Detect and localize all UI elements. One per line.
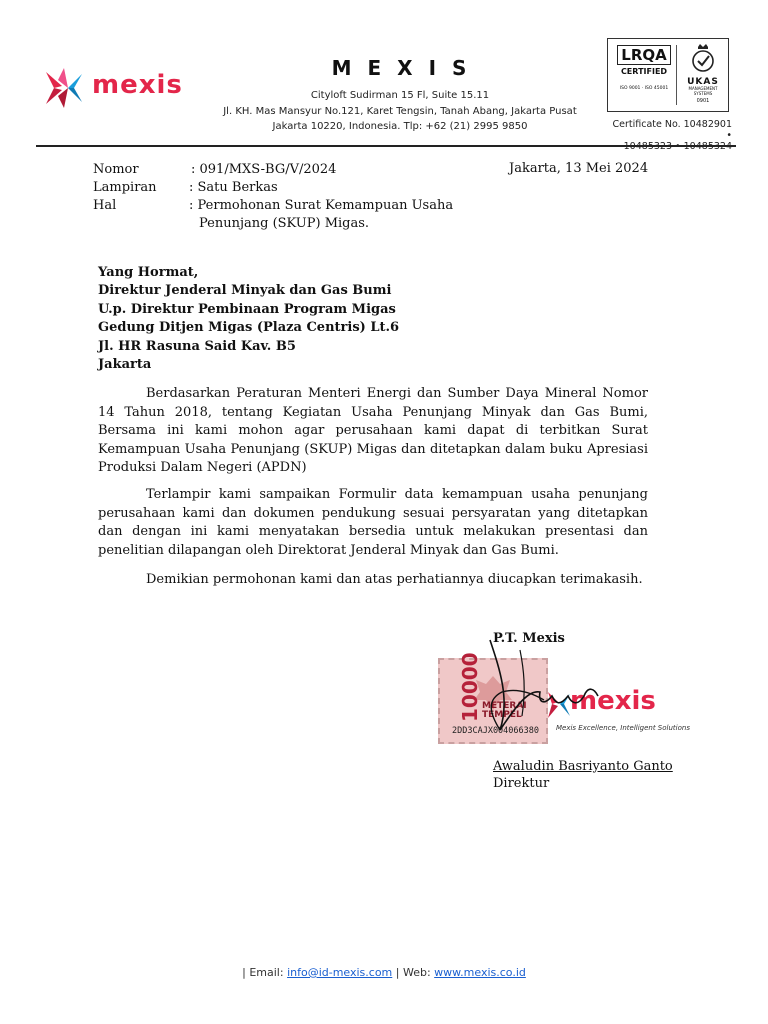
hal-label: Hal xyxy=(93,198,117,213)
footer-web-link[interactable]: www.mexis.co.id xyxy=(434,966,526,979)
company-header xyxy=(210,56,590,135)
address-line-3: Jakarta 10220, Indonesia. Tlp: +62 (21) 2995 9850 xyxy=(272,121,528,132)
nomor-label: Nomor xyxy=(93,162,139,177)
handwritten-signature xyxy=(460,630,620,750)
footer-middle: | Web: xyxy=(392,966,435,979)
signature-company: P.T. Mexis xyxy=(493,631,565,646)
mexis-logo-icon xyxy=(44,66,84,110)
cert-line-1: Certificate No. 10482901 • xyxy=(612,119,732,141)
lampiran-label: Lampiran xyxy=(93,180,157,195)
seal-wordmark: mexis xyxy=(570,686,656,716)
body-paragraph-3: Demikian permohonan kami dan atas perhatiannya diucapkan terimakasih. xyxy=(146,572,643,587)
ukas-number: 0901 xyxy=(696,98,710,104)
body-paragraph-1: Berdasarkan Peraturan Menteri Energi dan Sumber Daya Mineral Nomor 14 Tahun 2018, tentang Kegiatan Usaha Penunjang Minyak dan Gas Bumi, Bersama ini kami mohon agar perusahaan kami dapat di terbitkan Surat Kemampuan Usaha Penunjang (SKUP) Migas dan ditetapkan dalam buku Apresiasi Produksi Dalam Negeri (APDN) xyxy=(98,386,648,476)
addressee-line-2: Direktur Jenderal Minyak dan Gas Bumi xyxy=(98,283,392,299)
hal-value: : Permohonan Surat Kemampuan Usaha xyxy=(189,198,454,213)
stamp-value: 10000 xyxy=(458,652,482,722)
certification-badge xyxy=(607,38,729,112)
letter-date: Jakarta, 13 Mei 2024 xyxy=(509,161,649,176)
company-logo xyxy=(44,66,183,110)
stamp-code: 2DD3CAJX004066380 xyxy=(452,726,539,736)
ukas-mark xyxy=(680,43,726,104)
body-paragraph-2: Terlampir kami sampaikan Formulir data kemampuan usaha penunjang perusahaan kami dan dokumen pendukung sesuai persyaratan yang ditetapkan dan dengan ini kami menyatakan bersedia untuk melakukan presentasi dan penelitian dilapangan oleh Direktorat Jenderal Minyak dan Gas Bumi. xyxy=(98,487,648,558)
lrqa-certified: CERTIFIED xyxy=(620,67,668,76)
footer-email-link[interactable]: info@id-mexis.com xyxy=(287,966,393,979)
lampiran-value: : Satu Berkas xyxy=(189,180,278,195)
cert-divider xyxy=(676,45,677,105)
seal-tagline: Mexis Excellence, Intelligent Solutions xyxy=(556,724,690,732)
address-line-2: Jl. KH. Mas Mansyur No.121, Karet Tengsin, Tanah Abang, Jakarta Pusat xyxy=(223,105,577,117)
lrqa-iso: ISO 9001 · ISO 45001 xyxy=(619,86,669,91)
address-line-1: Cityloft Sudirman 15 Fl, Suite 15.11 xyxy=(310,90,490,101)
footer-prefix: | Email: xyxy=(242,966,288,979)
certificate-numbers xyxy=(606,119,732,152)
addressee-block xyxy=(98,264,399,374)
addressee-line-5: Jl. HR Rasuna Said Kav. B5 xyxy=(98,338,296,354)
footer-contact xyxy=(0,966,768,979)
stamp-label: METERAI TEMPEL xyxy=(482,701,527,720)
signer-title: Direktur xyxy=(493,776,550,791)
addressee-line-3: U.p. Direktur Pembinaan Program Migas xyxy=(98,301,396,317)
ukas-label: UKAS xyxy=(687,77,719,87)
addressee-line-4: Gedung Ditjen Migas (Plaza Centris) Lt.6 xyxy=(98,320,400,336)
ukas-crown-check-icon xyxy=(688,43,718,73)
signer-name: Awaludin Basriyanto Ganto xyxy=(493,759,673,774)
hal-value-cont: Penunjang (SKUP) Migas. xyxy=(199,216,370,231)
ukas-sub: MANAGEMENT SYSTEMS xyxy=(688,86,718,96)
nomor-value: : 091/MXS-BG/V/2024 xyxy=(191,162,337,177)
addressee-line-6: Jakarta xyxy=(98,357,152,373)
logo-wordmark: mexis xyxy=(92,70,183,100)
lrqa-mark xyxy=(614,45,674,91)
company-name: MEXIS xyxy=(331,56,483,80)
header-rule xyxy=(36,145,736,147)
lrqa-logo: LRQA xyxy=(617,45,670,65)
addressee-line-1: Yang Hormat, xyxy=(98,265,199,280)
